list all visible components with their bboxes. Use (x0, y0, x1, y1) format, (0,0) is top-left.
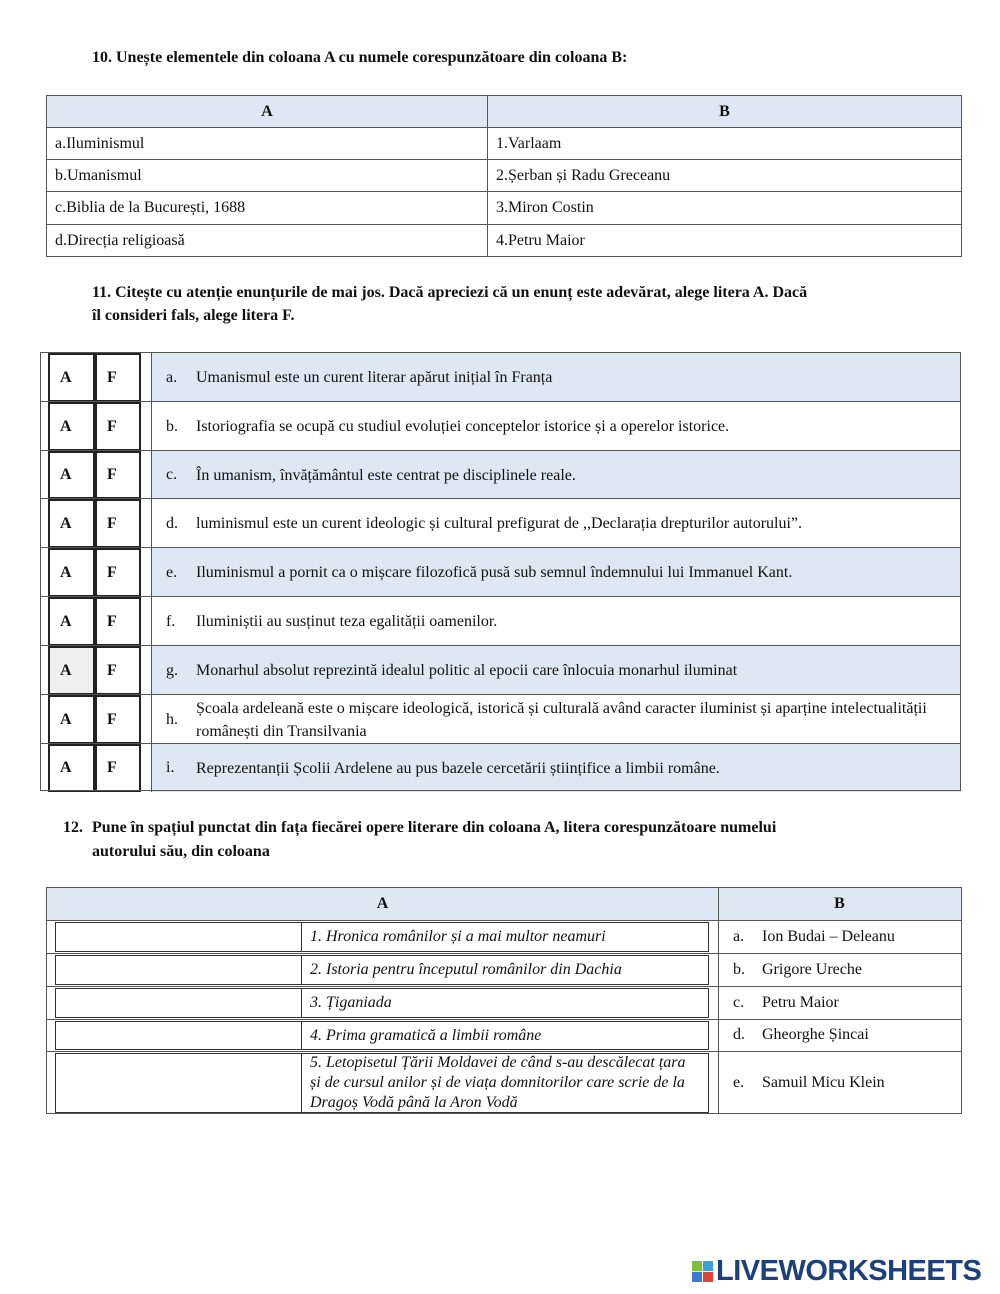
statement-letter: g. (166, 661, 178, 679)
work-title: 5. Letopisetul Țării Moldavei de când s-au descălecat țara și de cursul anilor și de viața domnitorilor care scrie de la Dragoș Vodă până la Aron Vodă (301, 1053, 709, 1113)
q12-table (46, 887, 962, 1114)
statement-row (40, 694, 961, 744)
q11-title-line2: îl consideri fals, alege litera F. (92, 307, 295, 324)
true-option[interactable]: A (48, 548, 95, 597)
statement-row (40, 352, 961, 402)
author-letter: b. (733, 960, 745, 978)
false-option[interactable]: F (95, 548, 141, 597)
q10-table (46, 95, 962, 257)
statement-letter: e. (166, 563, 178, 581)
statement-letter: i. (166, 759, 175, 776)
q12-col-a-header: A (376, 895, 389, 912)
liveworksheets-logo (692, 1255, 981, 1288)
logo-text: LIVEWORKSHEETS (716, 1255, 982, 1287)
q10-cell-b[interactable]: 3.Miron Costin (488, 192, 962, 225)
work-title: 1. Hronica românilor și a mai multor neamuri (301, 922, 709, 952)
statement-letter: d. (166, 514, 178, 532)
statement-letter: a. (166, 368, 178, 386)
true-option[interactable]: A (48, 353, 95, 402)
work-title: 4. Prima gramatică a limbii române (301, 1021, 709, 1050)
false-option[interactable]: F (95, 597, 141, 646)
work-title: 2. Istoria pentru începutul românilor din Dachia (301, 955, 709, 985)
statement-text: luminismul este un curent ideologic și cultural prefigurat de ,,Declarația drepturilor autorului”. (196, 515, 803, 532)
statement-row (40, 401, 961, 451)
q10-cell-a[interactable]: c.Biblia de la București, 1688 (47, 192, 488, 225)
answer-input[interactable] (55, 1053, 302, 1113)
author-letter: e. (733, 1073, 745, 1091)
q12-col-b-header: B (834, 895, 845, 912)
q10-cell-b[interactable]: 1.Varlaam (488, 128, 962, 160)
q11-title-line1: 11. Citește cu atenție enunțurile de mai jos. Dacă apreciezi că un enunț este adevărat, alege litera A. Dacă (92, 284, 808, 301)
statement-row (40, 450, 961, 499)
q10-title: 10. Unește elementele din coloana A cu numele corespunzătoare din coloana B: (92, 49, 628, 66)
false-option[interactable]: F (95, 451, 141, 499)
answer-input[interactable] (55, 922, 302, 952)
col-b-header: B (488, 96, 962, 128)
false-option[interactable]: F (95, 402, 141, 451)
statement-row (40, 743, 961, 792)
q10-cell-b[interactable]: 4.Petru Maior (488, 225, 962, 257)
statement-text: Iluminismul a pornit ca o mișcare filozofică pusă sub semnul îndemnului lui Immanuel Kant. (196, 564, 793, 581)
true-option[interactable]: A (48, 646, 95, 695)
false-option[interactable]: F (95, 695, 141, 744)
statement-text: Iluminiștii au susținut teza egalității oamenilor. (196, 613, 498, 630)
true-option[interactable]: A (48, 695, 95, 744)
q10-cell-a[interactable]: b.Umanismul (47, 160, 488, 192)
work-title: 3. Țiganiada (301, 988, 709, 1018)
q10-cell-a[interactable]: d.Direcția religioasă (47, 225, 488, 257)
answer-input[interactable] (55, 1021, 302, 1050)
work-row (47, 1051, 961, 1114)
statement-text: Reprezentanții Școlii Ardelene au pus bazele cercetării științifice a limbii române. (196, 759, 720, 777)
q12-title-line2: autorului său, din coloana (92, 843, 270, 860)
work-row (47, 986, 961, 1020)
q12-number: 12. (63, 819, 83, 836)
true-option[interactable]: A (48, 402, 95, 451)
true-option[interactable]: A (48, 451, 95, 499)
work-row (47, 920, 961, 954)
true-option[interactable]: A (48, 499, 95, 548)
author-name: Ion Budai – Deleanu (762, 927, 895, 945)
author-name: Petru Maior (762, 993, 839, 1011)
col-a-header: A (47, 96, 488, 128)
false-option[interactable]: F (95, 744, 141, 792)
answer-input[interactable] (55, 955, 302, 985)
logo-mark-icon (692, 1261, 713, 1282)
statement-row (40, 596, 961, 646)
statement-text: Istoriografia se ocupă cu studiul evoluției conceptelor istorice și a operelor istorice. (196, 418, 730, 435)
statement-letter: f. (166, 612, 176, 630)
statement-letter: c. (166, 466, 178, 483)
q12-title-line1: Pune în spațiul punctat din fața fiecărei opere literare din coloana A, litera corespunzătoare numelui (92, 819, 777, 836)
statement-row (40, 645, 961, 695)
true-option[interactable]: A (48, 597, 95, 646)
answer-input[interactable] (55, 988, 302, 1018)
work-row (47, 1019, 961, 1052)
false-option[interactable]: F (95, 353, 141, 402)
q10-cell-b[interactable]: 2.Șerban și Radu Greceanu (488, 160, 962, 192)
author-name: Grigore Ureche (762, 960, 862, 978)
author-name: Gheorghe Șincai (762, 1026, 869, 1043)
statement-letter: b. (166, 417, 178, 435)
q10-cell-a[interactable]: a.Iluminismul (47, 128, 488, 160)
statement-text: Monarhul absolut reprezintă idealul politic al epocii care înlocuia monarhul iluminat (196, 662, 738, 679)
statement-text: În umanism, învățământul este centrat pe disciplinele reale. (196, 466, 576, 484)
true-option[interactable]: A (48, 744, 95, 792)
statement-text: Școala ardeleană este o mișcare ideologică, istorică și culturală având caracter iluminist și aparține intelectualității românești din Transilvania (196, 699, 927, 740)
statement-letter: h. (166, 710, 178, 728)
author-letter: c. (733, 993, 745, 1011)
statement-text: Umanismul este un curent literar apărut inițial în Franța (196, 369, 553, 386)
author-name: Samuil Micu Klein (762, 1073, 885, 1091)
statement-row (40, 547, 961, 597)
author-letter: d. (733, 1026, 745, 1043)
false-option[interactable]: F (95, 499, 141, 548)
statement-row (40, 498, 961, 548)
false-option[interactable]: F (95, 646, 141, 695)
work-row (47, 953, 961, 987)
author-letter: a. (733, 927, 745, 945)
